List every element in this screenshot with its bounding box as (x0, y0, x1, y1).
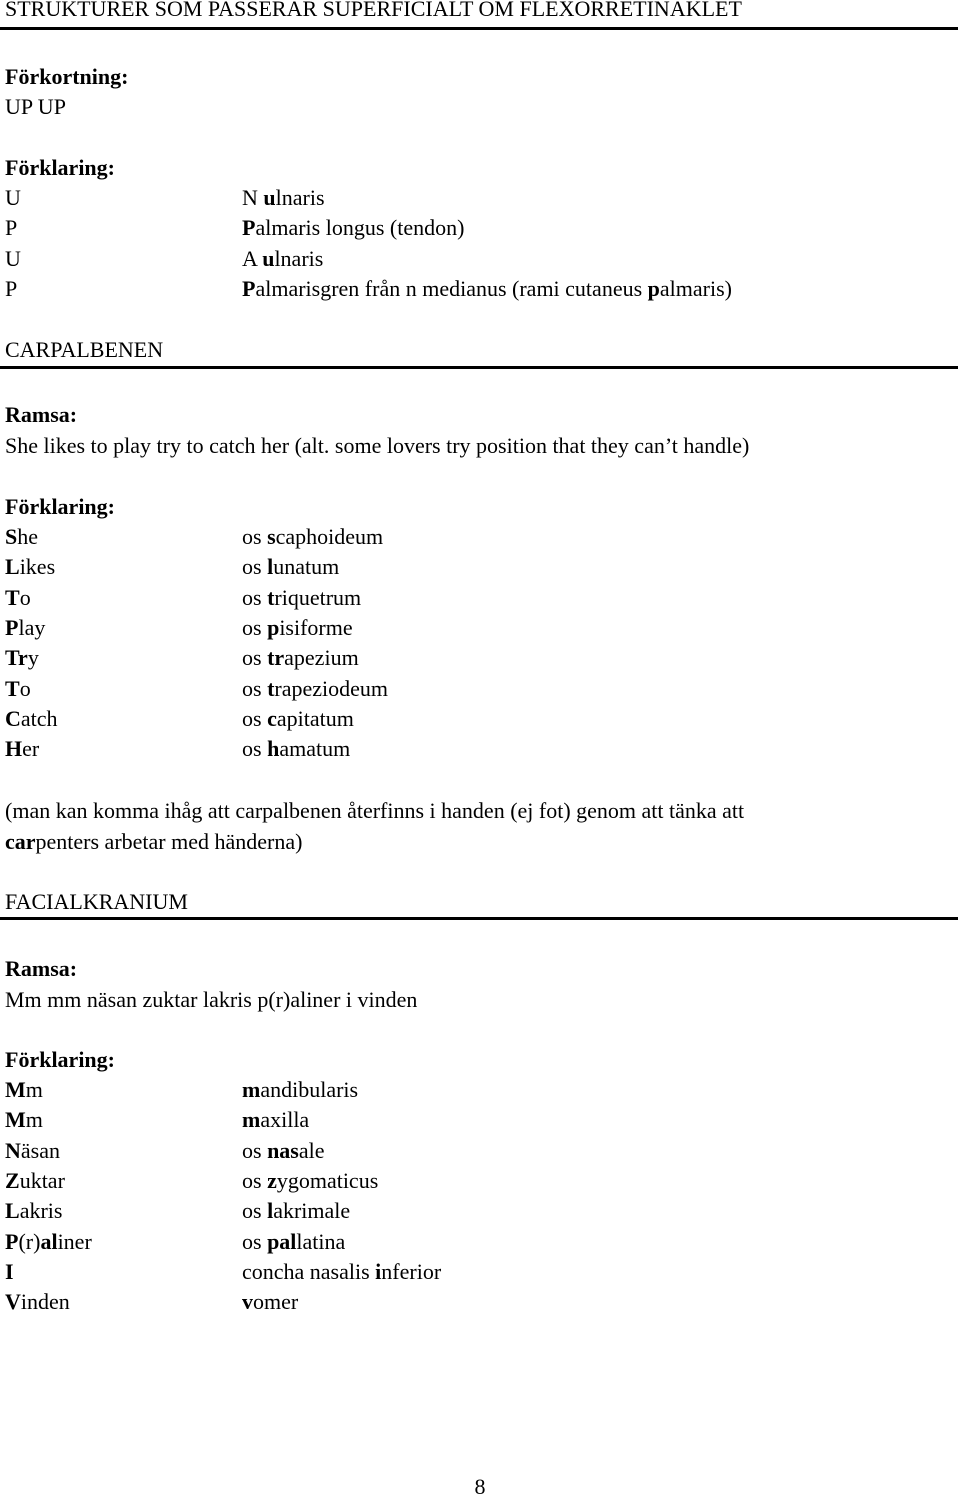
text-fragment: os (242, 736, 268, 762)
ramsa-label: Ramsa: (5, 956, 78, 981)
ramsa-text: She likes to play try to catch her (alt. some lovers try position that they can’t handle) (5, 433, 750, 458)
text-fragment: P (5, 1228, 19, 1254)
text-fragment: H (5, 736, 23, 762)
anatomical-term (242, 734, 350, 764)
text-fragment: apezium (284, 645, 359, 671)
section-heading-carpalbenen: CARPALBENEN (5, 337, 164, 362)
text-fragment: uktar (19, 1167, 65, 1193)
anatomical-term (242, 1227, 345, 1257)
mnemonic-word (5, 704, 58, 734)
text-fragment: os (242, 1228, 268, 1254)
page-number: 8 (474, 1474, 486, 1499)
text-fragment: c (267, 705, 277, 731)
abbrev-label: Förkortning: (5, 64, 129, 89)
anatomical-term (242, 1136, 325, 1166)
text-fragment: l (267, 1198, 274, 1224)
anatomical-term (242, 643, 359, 673)
text-fragment: U (5, 245, 21, 271)
text-fragment: unatum (273, 554, 340, 580)
text-fragment: latina (296, 1228, 346, 1254)
mnemonic-word (5, 1075, 43, 1105)
text-fragment: N (5, 1137, 21, 1163)
ramsa-label: Ramsa: (5, 402, 78, 427)
mnemonic-word (5, 1166, 65, 1196)
heading-rule (0, 366, 958, 369)
text-fragment: axilla (260, 1107, 310, 1133)
anatomical-term (242, 244, 323, 274)
text-fragment: amatum (279, 736, 351, 762)
anatomical-term (242, 552, 339, 582)
text-fragment: he (17, 524, 39, 549)
text-fragment: almarisgren från n medianus (rami cutaneus (255, 275, 648, 301)
ramsa-text: Mm mm näsan zuktar lakris p(r)aliner i vinden (5, 987, 418, 1012)
text-fragment: os (242, 614, 268, 640)
text-fragment: rapeziodeum (274, 675, 388, 701)
text-fragment: atch (20, 705, 58, 731)
anatomical-term (242, 674, 388, 704)
text-fragment: almaris) (659, 275, 732, 301)
anatomical-term (242, 183, 325, 213)
text-fragment: P (5, 215, 18, 241)
text-fragment: s (267, 524, 276, 549)
text-fragment: P (5, 614, 19, 640)
text-fragment: andibularis (260, 1077, 359, 1102)
explanation-label: Förklaring: (5, 494, 115, 519)
anatomical-term (242, 1196, 350, 1226)
text-fragment: S (5, 524, 18, 549)
text-fragment: M (5, 1107, 26, 1133)
mnemonic-word (5, 1136, 60, 1166)
anatomical-term (242, 1287, 298, 1317)
text-fragment: os (242, 1167, 268, 1193)
text-fragment: os (242, 554, 268, 580)
anatomical-term (242, 274, 732, 304)
mnemonic-word (5, 1196, 62, 1226)
text-fragment: U (5, 185, 21, 210)
text-fragment: concha nasalis (242, 1258, 376, 1284)
text-fragment: h (267, 736, 280, 762)
section-heading-facialkranium: FACIALKRANIUM (5, 889, 188, 914)
text-fragment: m (242, 1107, 261, 1133)
explanation-label: Förklaring: (5, 1047, 115, 1072)
text-fragment: P (242, 215, 256, 241)
mnemonic-word (5, 1227, 92, 1257)
heading-rule (0, 917, 958, 920)
mnemonic-word (5, 274, 17, 304)
text-fragment: ikes (19, 554, 56, 580)
text-fragment: t (267, 675, 275, 701)
text-fragment: u (262, 245, 275, 271)
text-fragment: äsan (20, 1137, 60, 1163)
text-fragment: inden (20, 1289, 70, 1315)
text-fragment: nas (267, 1137, 299, 1163)
anatomical-term (242, 583, 361, 613)
text-fragment: T (5, 675, 20, 701)
text-fragment: Z (5, 1167, 20, 1193)
text-fragment: ygomaticus (276, 1167, 379, 1193)
text-fragment: os (242, 584, 268, 610)
text-fragment: t (267, 584, 275, 610)
text-fragment: nferior (381, 1258, 442, 1284)
text-fragment: pal (267, 1228, 297, 1254)
text-fragment: P (5, 275, 18, 301)
text-fragment: p (267, 614, 280, 640)
text-fragment: y (27, 645, 39, 671)
text-fragment: P (242, 275, 256, 301)
anatomical-term (242, 1105, 309, 1135)
anatomical-term (242, 522, 383, 552)
explanation-label: Förklaring: (5, 155, 115, 180)
text-fragment: lnaris (275, 185, 325, 210)
text-fragment: akrimale (273, 1198, 351, 1224)
mnemonic-word (5, 643, 39, 673)
text-fragment: apitatum (276, 705, 354, 731)
text-fragment: C (5, 705, 21, 731)
mnemonic-word (5, 1257, 14, 1287)
text-fragment: al (40, 1228, 58, 1254)
note-line: (man kan komma ihåg att carpalbenen återfinns i handen (ej fot) genom att tänka att (5, 798, 745, 823)
text-fragment: V (5, 1289, 21, 1315)
text-fragment: L (5, 554, 20, 580)
mnemonic-word (5, 734, 39, 764)
text-fragment: z (267, 1167, 277, 1193)
note-bold-fragment: car (5, 829, 36, 854)
text-fragment: os (242, 645, 268, 671)
text-fragment: iner (57, 1228, 92, 1254)
text-fragment: os (242, 675, 268, 701)
text-fragment: T (5, 584, 20, 610)
note-fragment: penters arbetar med händerna) (35, 829, 303, 854)
mnemonic-word (5, 613, 45, 643)
mnemonic-word (5, 183, 21, 213)
text-fragment: p (647, 275, 660, 301)
text-fragment: m (25, 1077, 43, 1102)
text-fragment: akris (19, 1198, 63, 1224)
text-fragment: L (5, 1198, 20, 1224)
text-fragment: almaris longus (tendon) (255, 215, 465, 241)
text-fragment: riquetrum (274, 584, 362, 610)
mnemonic-word (5, 213, 17, 243)
text-fragment: m (25, 1107, 43, 1133)
text-fragment: N (242, 185, 264, 210)
text-fragment: isiforme (279, 614, 353, 640)
text-fragment: caphoideum (275, 524, 384, 549)
anatomical-term (242, 213, 464, 243)
text-fragment: ale (298, 1137, 325, 1163)
mnemonic-word (5, 583, 31, 613)
text-fragment: M (5, 1077, 26, 1102)
heading-rule (0, 27, 958, 30)
mnemonic-word (5, 522, 38, 552)
text-fragment: I (5, 1258, 14, 1284)
mnemonic-word (5, 1287, 70, 1317)
anatomical-term (242, 704, 354, 734)
anatomical-term (242, 1257, 441, 1287)
text-fragment: lnaris (274, 245, 324, 271)
anatomical-term (242, 1166, 378, 1196)
section-heading-flexorretinaklet: STRUKTURER SOM PASSERAR SUPERFICIALT OM FLEXORRETINAKLET (5, 0, 742, 21)
text-fragment: o (19, 584, 31, 610)
mnemonic-word (5, 1105, 43, 1135)
text-fragment: lay (18, 614, 46, 640)
anatomical-term (242, 613, 353, 643)
anatomical-term (242, 1075, 358, 1105)
text-fragment: o (19, 675, 31, 701)
note-line (5, 827, 302, 857)
mnemonic-word (5, 244, 21, 274)
text-fragment: (r) (18, 1228, 41, 1254)
text-fragment: l (267, 554, 274, 580)
text-fragment: tr (267, 645, 285, 671)
text-fragment: A (242, 245, 263, 271)
text-fragment: u (263, 185, 276, 210)
text-fragment: os (242, 1137, 268, 1163)
text-fragment: m (242, 1077, 261, 1102)
abbrev-value: UP UP (5, 94, 66, 119)
mnemonic-word (5, 674, 31, 704)
mnemonic-word (5, 552, 55, 582)
text-fragment: os (242, 1198, 268, 1224)
text-fragment: os (242, 705, 268, 731)
text-fragment: er (22, 736, 40, 762)
text-fragment: omer (253, 1289, 299, 1315)
text-fragment: os (242, 524, 268, 549)
text-fragment: i (375, 1258, 382, 1284)
text-fragment: Tr (5, 645, 28, 671)
text-fragment: v (242, 1289, 253, 1315)
